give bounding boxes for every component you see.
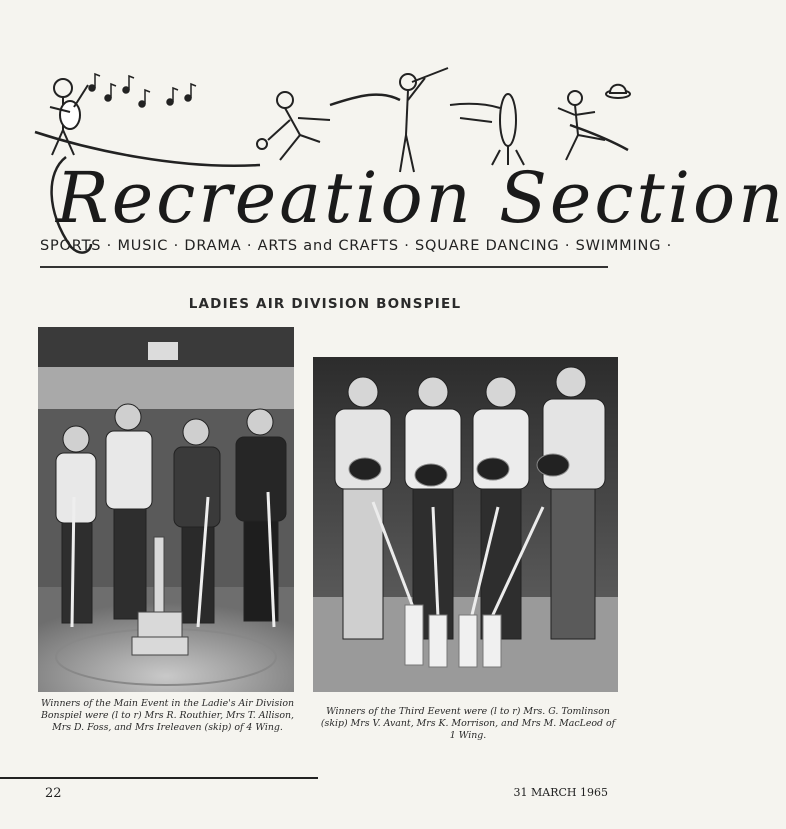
music-notes-icon xyxy=(89,74,196,107)
main-event-caption: Winners of the Main Event in the Ladie's Air Division Bonspiel were (l to r) Mrs R. Routhier, Mrs T. Allison, Mrs D. Foss, and Mrs Ireleaven (skip) of 4 Wing. xyxy=(40,698,295,733)
issue-date: 31 MARCH 1965 xyxy=(513,786,608,799)
third-event-photo xyxy=(313,357,618,692)
article-headline: LADIES AIR DIVISION BONSPIEL xyxy=(188,296,462,312)
page-number: 22 xyxy=(45,786,62,801)
header-rule xyxy=(40,266,608,268)
musician-figure-icon xyxy=(50,79,88,155)
main-event-photo xyxy=(38,327,294,692)
bowler-figure-icon xyxy=(257,92,330,160)
third-event-caption: Winners of the Third Eevent were (l to r) Mrs. G. Tomlinson (skip) Mrs V. Avant, Mrs K. Morrison, and Mrs M. MacLeod of 1 Wing. xyxy=(320,706,616,741)
section-title: Recreation Section xyxy=(56,157,786,239)
dancer-figure-icon xyxy=(558,91,605,160)
hat-icon xyxy=(606,85,630,98)
section-subtitle: SPORTS · MUSIC · DRAMA · ARTS and CRAFTS · SQUARE DANCING · SWIMMING · xyxy=(40,238,673,254)
footer-rule xyxy=(0,777,318,779)
